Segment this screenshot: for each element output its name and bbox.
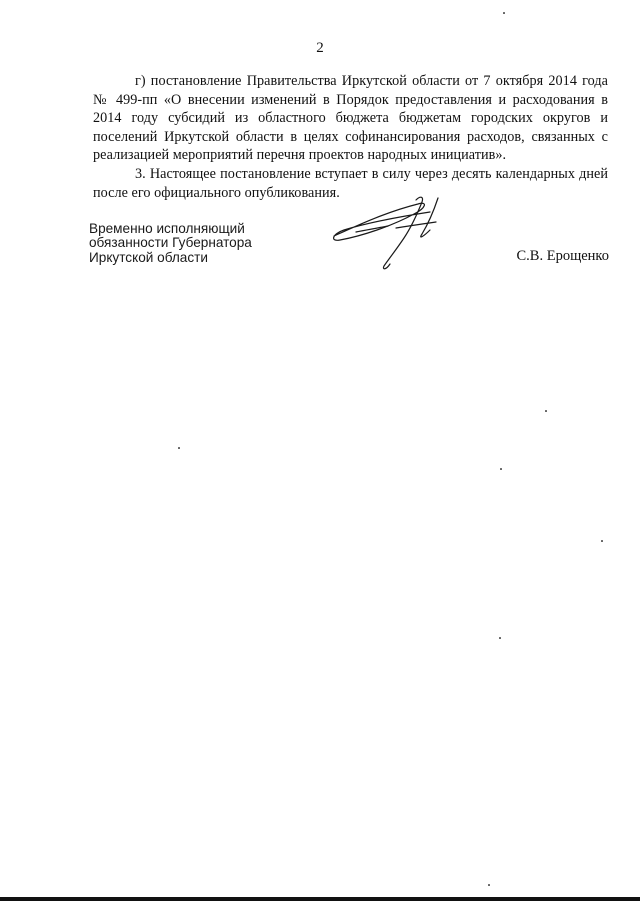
- scan-bottom-edge: [0, 897, 640, 901]
- signer-position-line: Иркутской области: [89, 249, 208, 265]
- scan-speck: [178, 447, 180, 449]
- signer-position: [89, 222, 252, 265]
- scan-speck: [488, 884, 490, 886]
- signer-position-line: Временно исполняющий: [89, 221, 245, 236]
- scan-speck: [601, 540, 603, 542]
- scan-speck: [500, 468, 502, 470]
- signer-name: С.В. Ерощенко: [516, 248, 609, 264]
- scan-speck: [545, 410, 547, 412]
- paragraph-effective-date: 3. Настоящее постановление вступает в силу через десять календарных дней после его официального опубликования.: [93, 165, 608, 201]
- page-number: 2: [316, 40, 324, 56]
- handwritten-signature-icon: [326, 192, 456, 272]
- signer-position-line: обязанности Губернатора: [89, 235, 252, 251]
- document-body: [93, 72, 608, 202]
- paragraph-subitem-g: г) постановление Правительства Иркутской области от 7 октября 2014 года № 499-пп «О внесении изменений в Порядок предоставления и расходования в 2014 году субсидий из областного бюджета бюджетам городских округов и поселений Иркутской области в целях софинансирования расходов, связанных с реализацией мероприятий перечня проектов народных инициатив».: [93, 73, 608, 164]
- scan-speck: [503, 12, 505, 14]
- scan-speck: [499, 637, 501, 639]
